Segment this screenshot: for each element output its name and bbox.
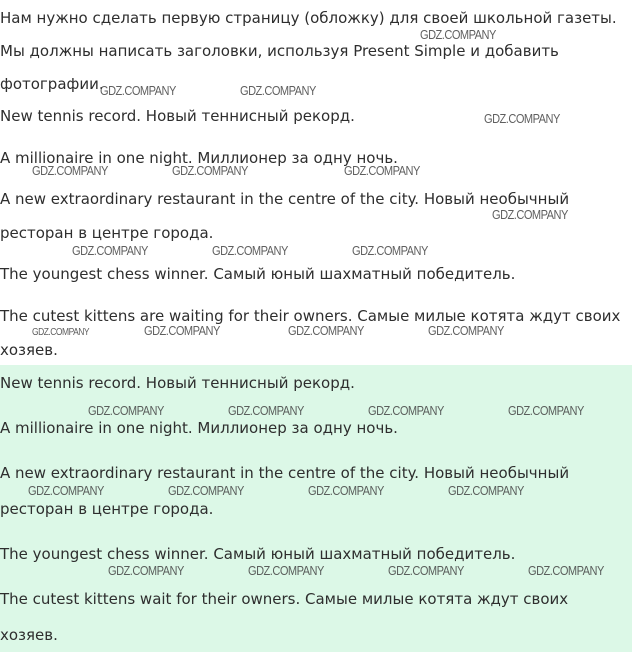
task-headline-5-line-2: хозяев. [0,341,58,359]
watermark: GDZ.COMPANY [28,483,104,498]
watermark: GDZ.COMPANY [368,403,444,418]
intro-line-2: Мы должны написать заголовки, используя Present Simple и добавить [0,42,559,60]
watermark: GDZ.COMPANY [388,563,464,578]
intro-line-3: фотографии. [0,75,104,93]
watermark: GDZ.COMPANY [288,323,364,338]
watermark: GDZ.COMPANY [212,243,288,258]
task-headline-3-line-1: A new extraordinary restaurant in the centre of the city. Новый необычный [0,190,570,208]
watermark: GDZ.COMPANY [352,243,428,258]
answer-headline-5-line-2: хозяев. [0,626,58,644]
task-headline-4: The youngest chess winner. Самый юный шахматный победитель. [0,265,516,283]
task-headline-2: A millionaire in one night. Миллионер за одну ночь. [0,149,398,167]
watermark: GDZ.COMPANY [492,207,568,222]
answer-headline-4: The youngest chess winner. Самый юный шахматный победитель. [0,545,516,563]
task-headline-3-line-2: ресторан в центре города. [0,224,214,242]
intro-line-1: Нам нужно сделать первую страницу (обложку) для своей школьной газеты. [0,9,617,27]
watermark: GDZ.COMPANY [344,163,420,178]
watermark: GDZ.COMPANY [484,111,560,126]
watermark: GDZ.COMPANY [32,327,90,338]
watermark: GDZ.COMPANY [172,163,248,178]
watermark: GDZ.COMPANY [108,563,184,578]
task-headline-1: New tennis record. Новый теннисный рекорд. [0,107,355,125]
watermark: GDZ.COMPANY [240,83,316,98]
watermark: GDZ.COMPANY [248,563,324,578]
watermark: GDZ.COMPANY [420,27,496,42]
watermark: GDZ.COMPANY [144,323,220,338]
watermark: GDZ.COMPANY [168,483,244,498]
answer-headline-5-line-1: The cutest kittens wait for their owners. Самые милые котята ждут своих [0,590,569,608]
watermark: GDZ.COMPANY [308,483,384,498]
watermark: GDZ.COMPANY [72,243,148,258]
watermark: GDZ.COMPANY [88,403,164,418]
watermark: GDZ.COMPANY [100,83,176,98]
watermark: GDZ.COMPANY [228,403,304,418]
watermark: GDZ.COMPANY [508,403,584,418]
watermark: GDZ.COMPANY [428,323,504,338]
answer-headline-3-line-1: A new extraordinary restaurant in the centre of the city. Новый необычный [0,464,570,482]
answer-headline-3-line-2: ресторан в центре города. [0,500,214,518]
watermark: GDZ.COMPANY [448,483,524,498]
answer-headline-1: New tennis record. Новый теннисный рекорд. [0,374,355,392]
task-headline-5-line-1: The cutest kittens are waiting for their owners. Самые милые котята ждут своих [0,307,621,325]
answer-headline-2: A millionaire in one night. Миллионер за одну ночь. [0,419,398,437]
watermark: GDZ.COMPANY [32,163,108,178]
watermark: GDZ.COMPANY [528,563,604,578]
